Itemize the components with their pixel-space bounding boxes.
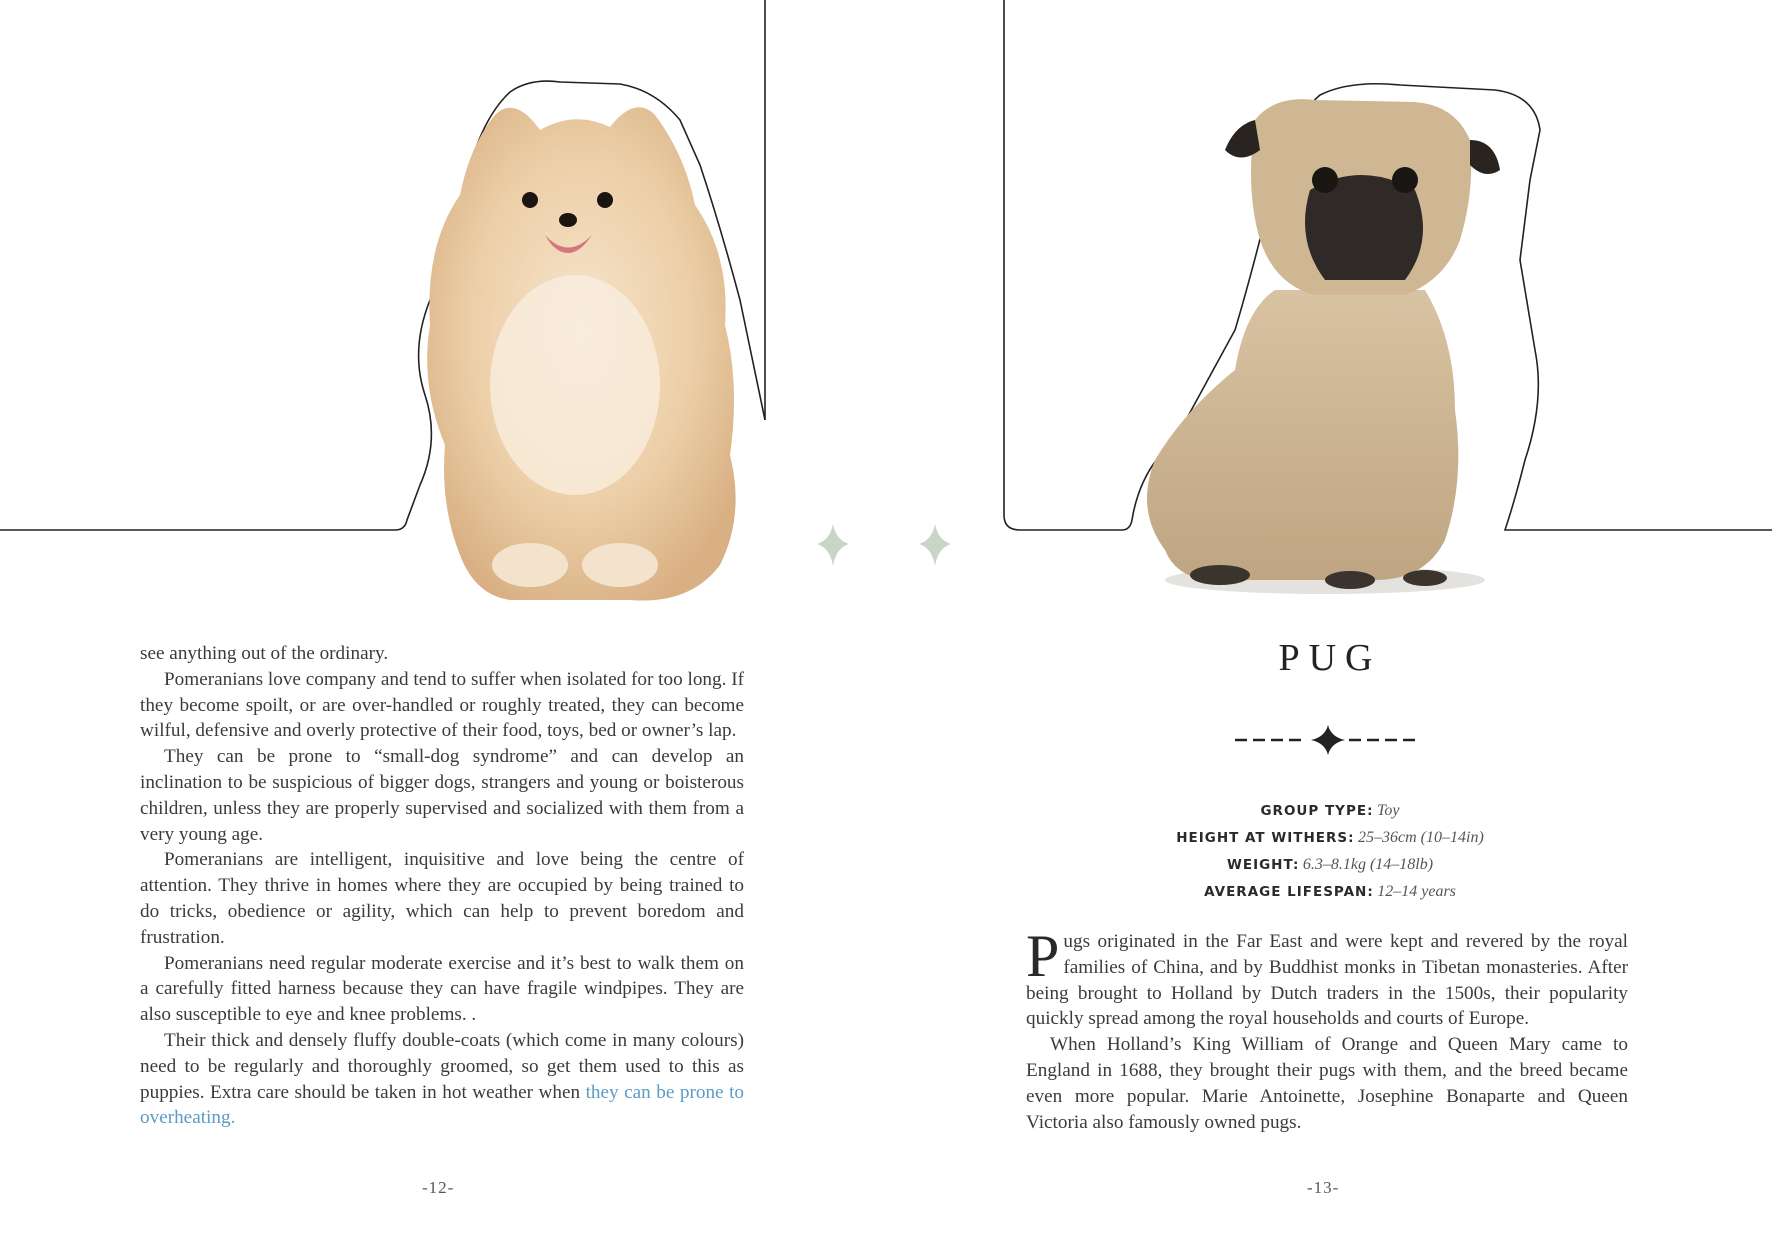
page-number-left: -12-: [422, 1178, 455, 1197]
paragraph-final: [140, 1028, 744, 1131]
paragraph: [1026, 923, 1628, 1032]
stat-height: HEIGHT AT WITHERS: 25–36cm (10–14in): [1176, 829, 1484, 846]
paragraph: Pomeranians need regular moderate exercise and it’s best to walk them on a carefully fitted harness because they can have fragile windpipes. They are also susceptible to eye and knee problems. .: [140, 952, 744, 1026]
title-ornament: [1235, 725, 1421, 755]
stat-group-type: GROUP TYPE: Toy: [1260, 802, 1400, 819]
center-star-ornaments: [805, 520, 965, 570]
star-ornament-right: [919, 524, 951, 566]
left-page-body: [140, 641, 744, 1131]
pug-photo: [1125, 80, 1545, 600]
stat-lifespan: AVERAGE LIFESPAN: 12–14 years: [1204, 883, 1456, 900]
breed-stats: [1080, 798, 1580, 906]
paragraph-final-text: Their thick and densely fluffy double-coats (which come in many colours) need to be regularly and thoroughly groomed, so get them used to this as puppies. Extra care should be taken in hot weather when: [140, 1029, 744, 1103]
pomeranian-photo: [400, 85, 770, 605]
paragraph: They can be prone to “small-dog syndrome” and can develop an inclination to be suspicious of bigger dogs, strangers and young or boisterous children, unless they are properly supervised and socialized with them from a very young age.: [140, 746, 744, 845]
paragraph-text: ugs originated in the Far East and were kept and revered by the royal families of China, and by Buddhist monks in Tibetan monasteries. After being brought to Holland by Dutch traders in the 1500s, their popularity quickly spread among the royal households and courts of Europe.: [1026, 931, 1628, 1030]
drop-cap: P: [1026, 923, 1060, 989]
paragraph: Pomeranians are intelligent, inquisitive and love being the centre of attention. They thrive in homes where they are occupied by being trained to do tricks, obedience or agility, which can help to prevent boredom and frustration.: [140, 849, 744, 948]
paragraph: Pomeranians love company and tend to suffer when isolated for too long. If they become spoilt, or are over-handled or roughly treated, they can become wilful, defensive and overly protective of their food, toys, bed or owner’s lap.: [140, 668, 744, 742]
highlighted-text: they can be prone to overheating.: [140, 1081, 744, 1129]
paragraph: When Holland’s King William of Orange and Queen Mary came to England in 1688, they brought their pugs with them, and the breed became even more popular. Marie Antoinette, Josephine Bonaparte and Queen Victoria also famously owned pugs.: [1026, 1034, 1628, 1133]
breed-title: PUG: [1278, 637, 1382, 679]
stat-weight: WEIGHT: 6.3–8.1kg (14–18lb): [1226, 856, 1434, 873]
star-ornament-left: [817, 524, 849, 566]
page-number-right: -13-: [1307, 1178, 1340, 1197]
right-page-body: [1026, 923, 1628, 1135]
paragraph: see anything out of the ordinary.: [140, 643, 389, 664]
